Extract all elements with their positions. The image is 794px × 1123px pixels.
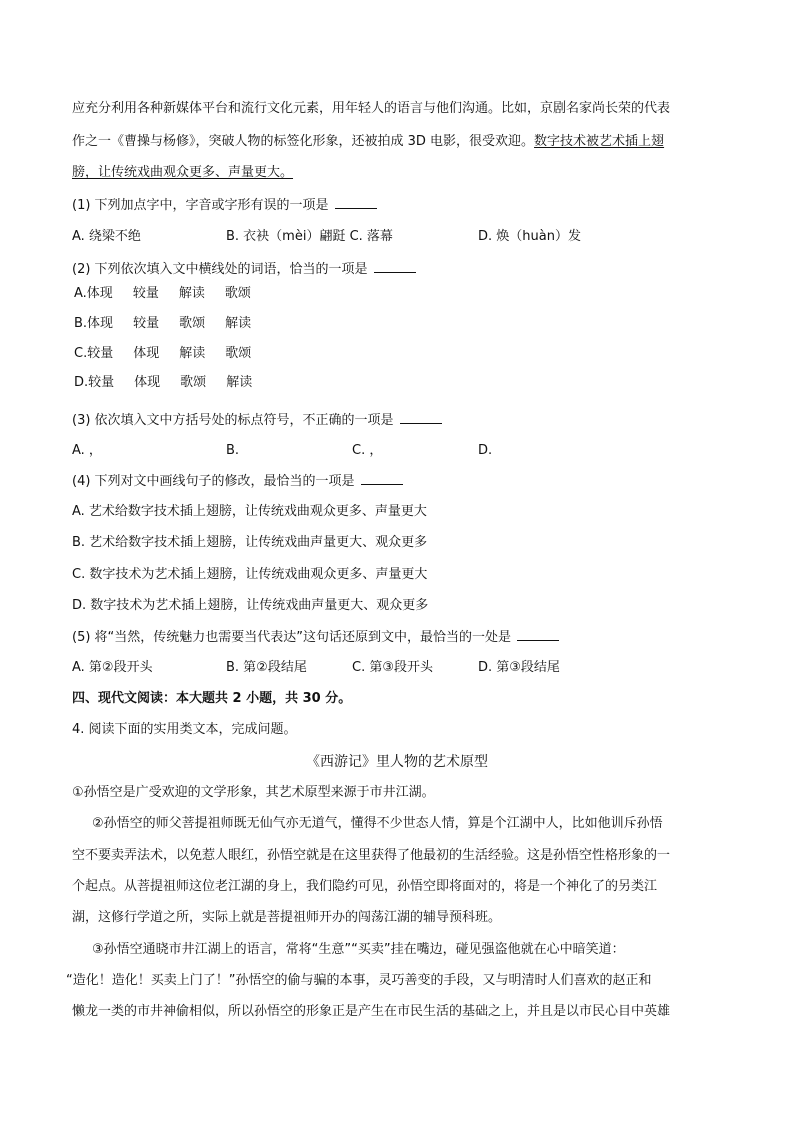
q2-stem	[72, 260, 416, 279]
q2-a-word-2: 较量	[132, 286, 159, 301]
q2-d-word-3: 歌颂	[180, 375, 207, 390]
q2-d-word-1: D.较量	[74, 375, 115, 390]
q4-option-a[interactable]: A. 艺术给数字技术插上翅膀，让传统戏曲观众更多、声量更大	[72, 504, 427, 519]
q3-option-b[interactable]: B.	[226, 443, 240, 458]
underlined-sentence-part-1: 数字技术被艺术插上翅	[534, 134, 665, 149]
q2-c-word-4: 歌颂	[225, 346, 252, 361]
article-paragraph-3-line-2: “造化！造化！买卖上门了！”孙悟空的偷与骗的本事，灵巧善变的手段，又与明清时人们喜欢的赵正和	[66, 973, 652, 988]
underlined-sentence-part-2: 膀，让传统戏曲观众更多、声量更大。	[72, 165, 294, 180]
article-paragraph-3-line-1: ③孙悟空通晓市井江湖上的语言，常将“生意”“买卖”挂在嘴边，碰见强盗他就在心中暗笑道：	[92, 942, 625, 957]
q3-stem-text: (3) 依次填入文中方括号处的标点符号，不正确的一项是	[72, 413, 394, 428]
q4-option-c[interactable]: C. 数字技术为艺术插上翅膀，让传统戏曲观众更多、声量更大	[72, 567, 428, 582]
q2-b-word-4: 解读	[225, 316, 252, 331]
article-paragraph-2-line-4: 湖，这修行学道之所，实际上就是菩提祖师开办的闯荡江湖的辅导预科班。	[72, 910, 502, 925]
q2-option-b[interactable]	[74, 315, 271, 333]
q2-option-a[interactable]	[74, 285, 271, 303]
q2-c-word-2: 体现	[133, 346, 160, 361]
q3-option-a[interactable]: A. ，	[72, 443, 102, 458]
article-paragraph-1: ①孙悟空是广受欢迎的文学形象，其艺术原型来源于市井江湖。	[72, 785, 435, 800]
q5-option-a[interactable]: A. 第②段开头	[72, 660, 153, 675]
q5-option-b[interactable]: B. 第②段结尾	[226, 660, 307, 675]
q2-a-word-3: 解读	[178, 286, 205, 301]
q3-answer-blank[interactable]	[400, 411, 442, 424]
section-heading: 四、现代文阅读：本大题共 2 小题，共 30 分。	[72, 691, 352, 706]
q1-stem	[72, 196, 377, 215]
q2-c-word-3: 解读	[179, 346, 206, 361]
q1-option-b-c[interactable]: B. 衣袂（mèi）翩跹 C. 落幕	[226, 229, 393, 244]
q2-b-word-3: 歌颂	[179, 316, 206, 331]
q3-stem	[72, 411, 442, 430]
q2-b-word-1: B.体现	[74, 316, 114, 331]
q4-stem-text: (4) 下列对文中画线句子的修改，最恰当的一项是	[72, 474, 355, 489]
q4-option-d[interactable]: D. 数字技术为艺术插上翅膀，让传统戏曲声量更大、观众更多	[72, 598, 429, 613]
q1-stem-text: (1) 下列加点字中，字音或字形有误的一项是	[72, 198, 329, 213]
q1-answer-blank[interactable]	[335, 196, 377, 209]
q2-option-d[interactable]	[74, 374, 272, 392]
q2-c-word-1: C.较量	[74, 346, 114, 361]
q2-a-word-1: A.体现	[74, 286, 113, 301]
q4-stem	[72, 472, 403, 491]
q4-option-b[interactable]: B. 艺术给数字技术插上翅膀，让传统戏曲声量更大、观众更多	[72, 535, 428, 550]
q3-option-d[interactable]: D.	[478, 443, 493, 458]
intro-line-2-text: 作之一《曹操与杨修》，突破人物的标签化形象，还被拍成 3D 电影，很受欢迎。	[72, 134, 535, 149]
q2-a-word-4: 歌颂	[224, 286, 251, 301]
q5-stem	[72, 628, 559, 647]
q2-d-word-4: 解读	[226, 375, 253, 390]
intro-line-1: 应充分利用各种新媒体平台和流行文化元素，用年轻人的语言与他们沟通。比如，京剧名家尚长荣的代表	[72, 101, 671, 116]
q5-option-c[interactable]: C. 第③段开头	[352, 660, 433, 675]
q2-answer-blank[interactable]	[374, 260, 416, 273]
article-title: 《西游记》里人物的艺术原型	[306, 754, 488, 770]
article-paragraph-3-line-3: 懒龙一类的市井神偷相似，所以孙悟空的形象正是产生在市民生活的基础之上，并且是以市民心目中英雄	[72, 1004, 671, 1019]
article-paragraph-2-line-2: 空不要卖弄法术，以免惹人眼红，孙悟空就是在这里获得了他最初的生活经验。这是孙悟空性格形象的一	[72, 848, 671, 863]
question-4-intro: 4. 阅读下面的实用类文本，完成问题。	[72, 722, 297, 737]
article-paragraph-2-line-1: ②孙悟空的师父菩提祖师既无仙气亦无道气，懂得不少世态人情，算是个江湖中人，比如他训斥孙悟	[92, 816, 663, 831]
q2-b-word-2: 较量	[133, 316, 160, 331]
article-paragraph-2-line-3: 个起点。从菩提祖师这位老江湖的身上，我们隐约可见，孙悟空即将面对的，将是一个神化了的另类江	[72, 879, 658, 894]
intro-line-2	[72, 133, 664, 151]
q1-option-a[interactable]: A. 绕梁不绝	[72, 229, 141, 244]
q2-stem-text: (2) 下列依次填入文中横线处的词语，恰当的一项是	[72, 262, 368, 277]
q2-d-word-2: 体现	[134, 375, 161, 390]
q2-option-c[interactable]	[74, 345, 271, 363]
q5-answer-blank[interactable]	[517, 628, 559, 641]
q5-stem-text: (5) 将“当然，传统魅力也需要当代表达”这句话还原到文中，最恰当的一处是	[72, 630, 512, 645]
q1-option-d[interactable]: D. 焕（huàn）发	[478, 229, 581, 244]
q4-answer-blank[interactable]	[361, 472, 403, 485]
intro-line-3	[72, 164, 293, 182]
q5-option-d[interactable]: D. 第③段结尾	[478, 660, 560, 675]
q3-option-c[interactable]: C. ，	[352, 443, 383, 458]
